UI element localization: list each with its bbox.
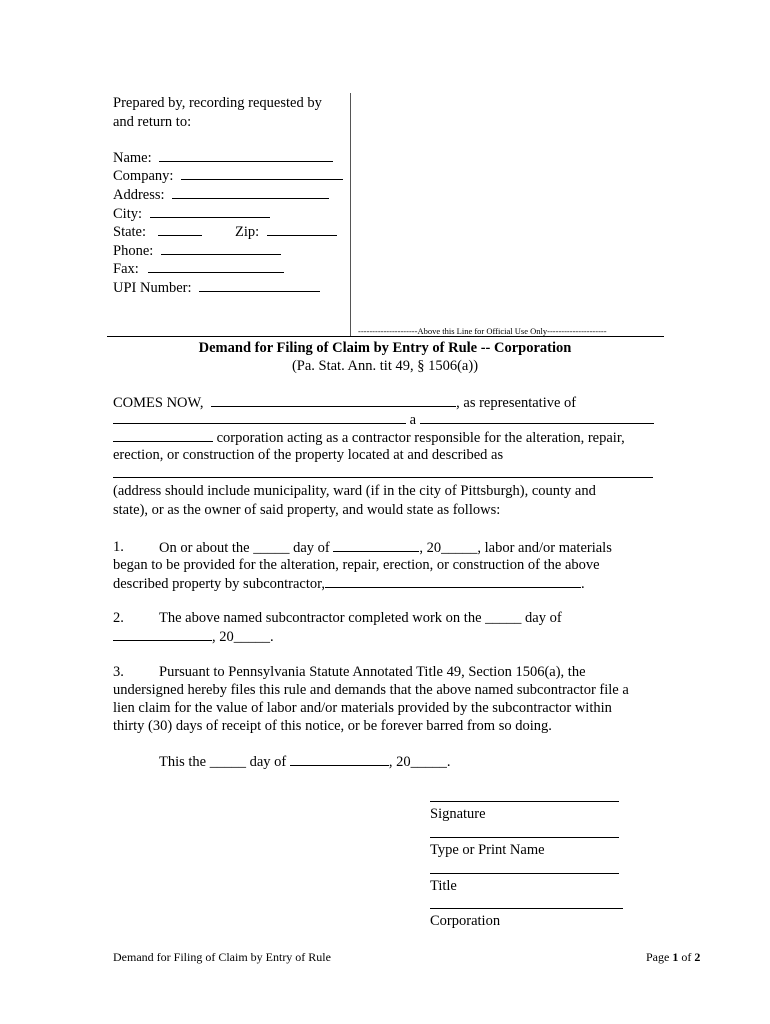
para2-month-field[interactable] [113,627,212,641]
dated-text-a: This the _____ day of [159,754,287,770]
erection-text: erection, or construction of the property located at and described as [113,447,504,463]
corporation-type-field[interactable] [113,428,213,442]
para3-number: 3. [113,664,124,680]
state-field[interactable] [158,222,202,236]
city-row [113,204,270,223]
para1-line1-b: , 20_____, labor and/or materials [419,540,612,556]
para3-line4: thirty (30) days of receipt of this notice, or be forever barred from so doing. [113,718,552,734]
footer-title: Demand for Filing of Claim by Entry of Rule [113,950,331,964]
subcontractor-name-field[interactable] [325,574,581,588]
para1-line3-a: described property by subcontractor, [113,576,326,592]
comes-now-text: COMES NOW, [113,395,204,411]
para2-line2-b: , 20_____. [212,629,274,645]
page-prefix: Page [646,950,670,964]
name-label: Name: [113,150,152,166]
state-row [113,222,202,241]
dated-month-field[interactable] [290,752,389,766]
company-field[interactable] [181,166,343,180]
fax-row [113,259,284,278]
zip-label: Zip: [235,224,260,240]
para1-line1-a: On or about the _____ day of [159,540,330,556]
para1-number: 1. [113,539,124,555]
print-name-label: Type or Print Name [430,842,545,858]
phone-field[interactable] [161,241,281,255]
page-indicator [646,948,700,966]
para3-line2: undersigned hereby files this rule and demands that the above named subcontractor file a [113,682,629,698]
corporation-field[interactable] [430,908,623,909]
upi-row [113,278,320,297]
fax-field[interactable] [148,259,284,273]
dated-text-b: , 20_____. [388,754,451,770]
prepared-by-line1: Prepared by, recording requested by [113,95,322,111]
article-a-text: a [409,412,417,428]
signature-field[interactable] [430,801,619,802]
company-row [113,166,343,185]
para3-line3: lien claim for the value of labor and/or materials provided by the subcontractor within [113,700,612,716]
para2-number: 2. [113,610,124,626]
representative-name-field[interactable] [211,393,456,407]
corporation-acting-text: corporation acting as a contractor responsible for the alteration, repair, [216,430,625,446]
city-field[interactable] [150,204,270,218]
para2-line1: The above named subcontractor completed work on the _____ day of [159,610,562,626]
fax-label: Fax: [113,261,139,277]
prepared-by-line2: and return to: [113,114,192,130]
upi-label: UPI Number: [113,280,192,296]
address-field[interactable] [172,185,329,199]
signature-label: Signature [430,806,486,822]
header-vertical-divider [350,93,351,336]
para1-month-field[interactable] [333,538,419,552]
page-of: of [681,950,692,964]
zip-row [235,222,337,241]
name-row [113,148,333,167]
address-label: Address: [113,187,165,203]
name-field[interactable] [159,148,333,162]
corporation-name-field[interactable] [113,410,406,424]
para3-line1: Pursuant to Pennsylvania Statute Annotated Title 49, Section 1506(a), the [159,664,586,680]
page-total: 2 [694,950,701,964]
upi-field[interactable] [199,278,320,292]
address-row [113,185,329,204]
para1-line2: began to be provided for the alteration, repair, erection, or construction of the above [113,557,600,573]
dated-line [159,752,451,771]
para1-line3 [113,574,585,593]
document-subtitle: (Pa. Stat. Ann. tit 49, § 1506(a)) [291,358,479,374]
corporation-label: Corporation [430,913,501,929]
title-field[interactable] [430,873,619,874]
state-label: State: [113,224,147,240]
address-note-line1: (address should include municipality, ward (if in the city of Pittsburgh), county and [113,483,596,499]
title-label: Title [430,878,457,894]
page-current: 1 [672,950,679,964]
as-representative-text: , as representative of [456,395,577,411]
city-label: City: [113,206,143,222]
company-label: Company: [113,168,174,184]
corporation-name-line [113,410,654,429]
para1-line3-b: . [581,576,585,592]
corporation-acting-line [113,428,625,447]
para2-line2 [113,627,274,646]
address-note-line2: state), or as the owner of said property, and would state as follows: [113,502,501,518]
official-use-rule [107,336,664,337]
official-use-notice: ---------------------Above this Line for Official Use Only--------------------- [358,326,607,336]
state-of-incorporation-field[interactable] [420,410,654,424]
para1-line1 [159,538,612,557]
phone-label: Phone: [113,243,154,259]
property-address-field[interactable] [113,477,653,478]
document-title: Demand for Filing of Claim by Entry of Rule -- Corporation [198,340,572,356]
zip-field[interactable] [267,222,337,236]
phone-row [113,241,281,260]
print-name-field[interactable] [430,837,619,838]
